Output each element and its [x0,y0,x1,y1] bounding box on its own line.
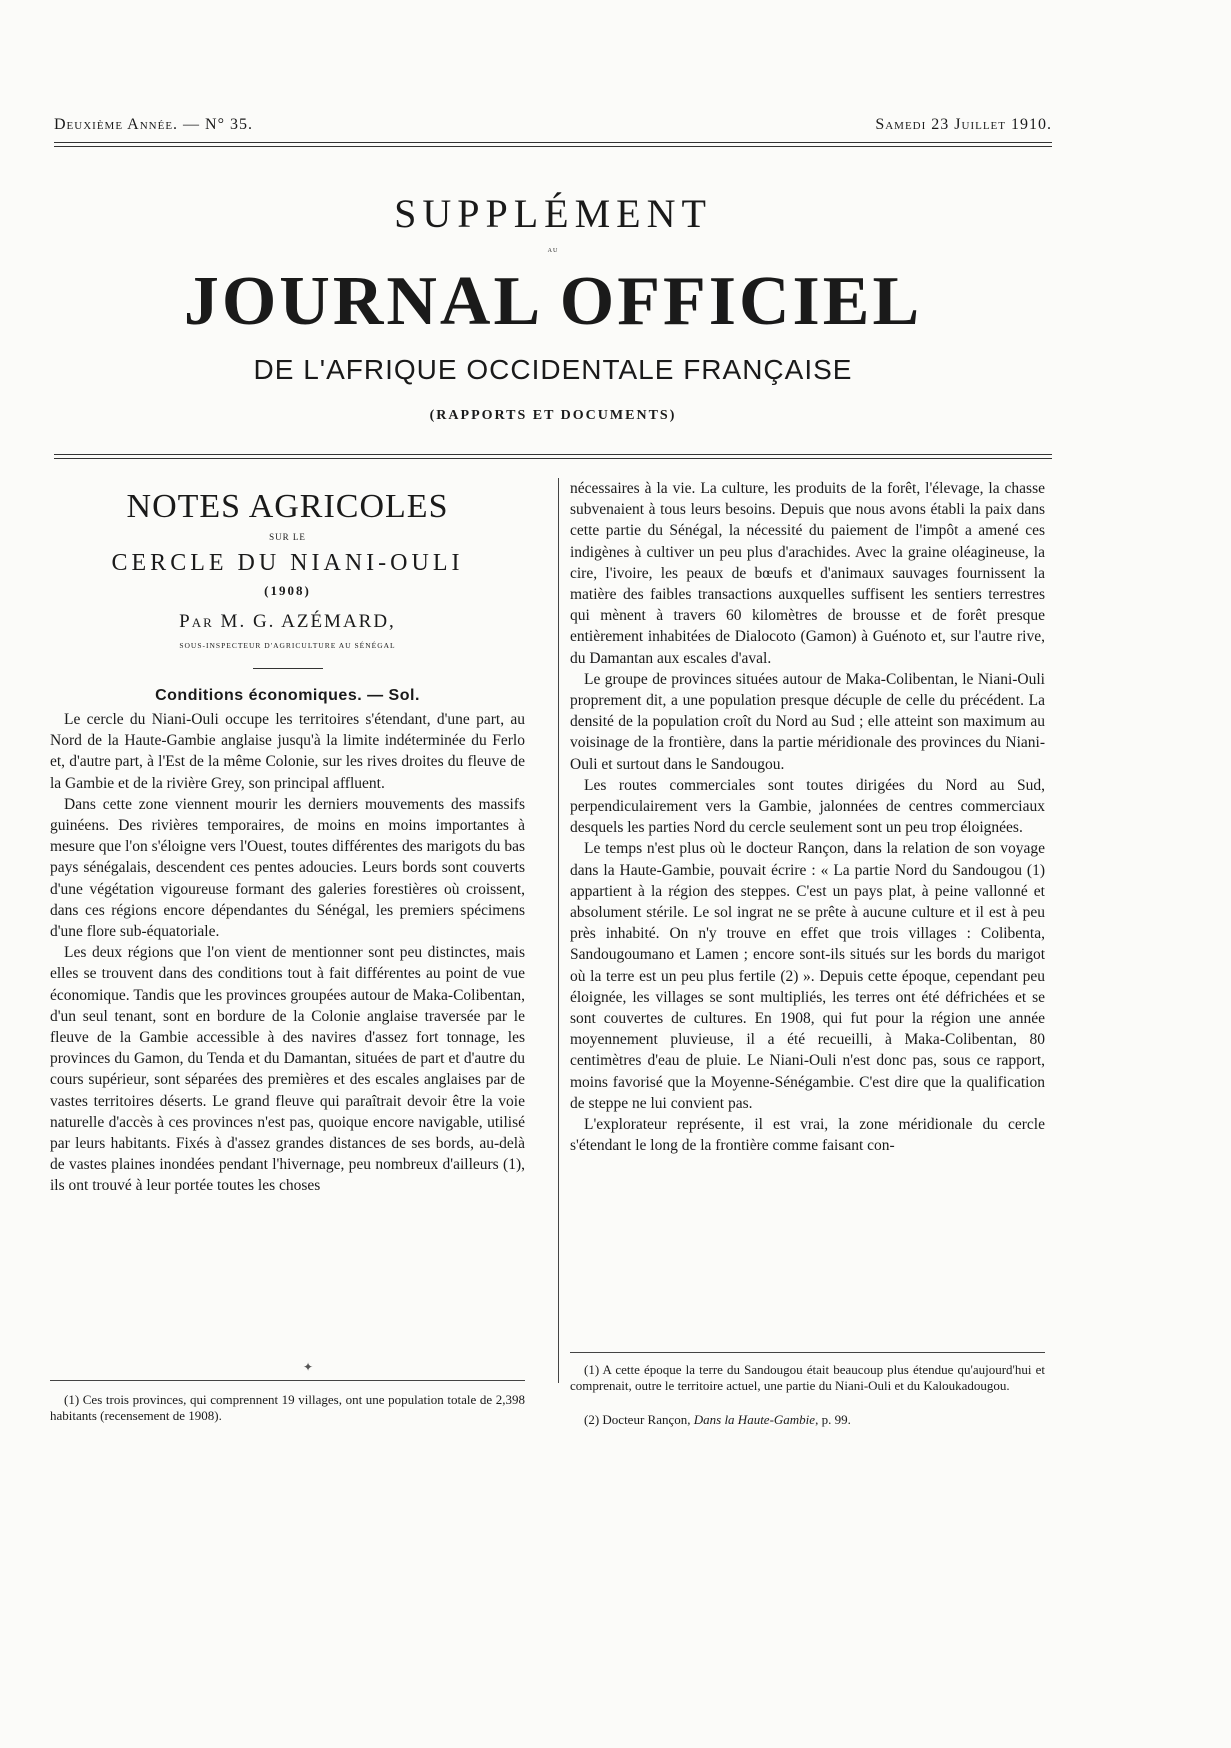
right-column [570,478,1045,1157]
footnote-right-2 [570,1412,1045,1428]
footnote-text: , p. 99. [815,1412,851,1427]
article-author: Par M. G. AZÉMARD, [179,611,396,632]
paragraph: nécessaires à la vie. La culture, les produits de la forêt, l'élevage, la chasse subvenaient à tous leurs besoins. Depuis que nous avons établi la paix dans cette partie du Sénégal, la nécessité du paiement de l'impôt a amené ces indigènes à cultiver un peu plus d'arachides. Avec la graine oléagineuse, la cire, l'ivoire, les peaux de bœufs et d'animaux sauvages fournissent la matière des faibles transactions auxquelles suffisent les sentiers terrestres qui mènent à travers 60 kilomètres de brousse et de forêt presque entièrement inhabitées de Dialocoto (Gamon) à Guénoto et, sur l'autre rive, du Damantan aux escales d'aval. [570,480,1045,667]
masthead-journal-officiel: JOURNAL OFFICIEL [183,263,923,340]
article-author-role: SOUS-INSPECTEUR D'AGRICULTURE AU SÉNÉGAL [179,641,396,650]
paragraph: Le groupe de provinces situées autour de Maka-Colibentan, le Niani-Ouli proprement dit, a une population presque décuple de celle du précédent. La densité de la population croît du Nord au Sud ; elle atteint son maximum au voisinage de la frontière, dans la partie méridionale des provinces du Niani-Ouli et surtout dans le Sandougou. [570,670,1045,773]
footnote-left: (1) Ces trois provinces, qui comprennent 19 villages, ont une population totale de 2,398 habitants (recensement de 1908). [50,1392,525,1423]
printer-mark: ✦ [303,1360,314,1374]
masthead-afrique: DE L'AFRIQUE OCCIDENTALE FRANÇAISE [253,354,853,385]
masthead-rule-double [54,458,1052,459]
column-divider [558,478,559,1383]
header-rule-double [54,146,1052,147]
paragraph: Le temps n'est plus où le docteur Rançon, dans la relation de son voyage dans la Haute-Gambie, pouvait écrire : « La partie Nord du Sandougou (1) appartient à la région des steppes. C'est un pays plat, à peine vallonné et absolument stérile. Le sol ingrat ne se prête à aucune culture et il est à peu près inhabité. On n'y trouve en effet que trois villages : Colibenta, Sandougoumano et Lamen ; encore sont-ils situés sur les bords du marigot où la terre est un peu plus fertile (2) ». Depuis cette époque, cependant peu éloignée, les villages se sont multipliés, les terres ont été défrichées et se sont couvertes de cultures. En 1908, qui fut pour la région une année moyennement pluvieuse, il a été recueilli, à Maka-Colibentan, 80 centimètres d'eau de pluie. Le Niani-Ouli n'est donc pas, sous ce rapport, moins favorisé que la Moyenne-Sénégambie. C'est dire que la qualification de steppe ne lui convient pas. [570,840,1045,1112]
paragraph: Le cercle du Niani-Ouli occupe les territoires s'étendant, d'une part, au Nord de la Haute-Gambie anglaise jusqu'à la limite indéterminée du Ferlo et, d'autre part, à l'Est de la même Colonie, sur les rives droites du fleuve de la Gambie et de la rivière Grey, son principal affluent. [50,711,525,792]
masthead-au: au [547,244,559,254]
paragraph: Les routes commerciales sont toutes dirigées du Nord au Sud, perpendiculairement vers la Gambie, jalonnées de centres commerciaux desquels les parties Nord du cercle seulement sont un peu trop éloignées. [570,776,1045,837]
paragraph: L'explorateur représente, il est vrai, la zone méridionale du cercle s'étendant le long de la frontière comme faisant con- [570,1116,1045,1155]
article-sur: SUR LE [269,532,306,542]
masthead-supplement: SUPPLÉMENT [394,191,712,236]
section-heading: Conditions économiques. — Sol. [155,687,420,704]
issue-number: Deuxième Année. — N° 35. [54,116,253,133]
footnote-rule-left [50,1380,525,1381]
issue-date: Samedi 23 Juillet 1910. [875,116,1052,133]
article-year: (1908) [264,583,311,598]
masthead-rapports: (RAPPORTS ET DOCUMENTS) [429,408,677,423]
footnote-rule-right [570,1352,1045,1353]
title-rule [253,668,323,669]
footnote-text: (2) Docteur Rançon, [584,1412,694,1427]
article-title: NOTES AGRICOLES [126,488,449,525]
header-rule [54,142,1052,143]
article-cercle: CERCLE DU NIANI-OULI [111,550,464,576]
paragraph: Dans cette zone viennent mourir les derniers mouvements des massifs guinéens. Des rivières temporaires, de moins en moins importantes à mesure que l'on s'éloigne vers l'Ouest, toutes différentes des marigots du bas pays sénégalais, descendent ces pentes adoucies. Leurs bords sont couverts d'une végétation vigoureuse formant des galeries forestières où croissent, dans ces régions encore dépendantes du Sénégal, les premiers spécimens d'une flore sub-équatoriale. [50,795,525,941]
paragraph: Les deux régions que l'on vient de mentionner sont peu distinctes, mais elles se trouvent dans des conditions tout à fait différentes au point de vue économique. Tandis que les provinces groupées autour de Maka-Colibentan, d'un seul tenant, sont en bordure de la Colonie anglaise traversée par le fleuve de la Gambie accessible à des navires d'assez fort tonnage, les provinces du Gamon, du Tenda et du Damantan, situées de part et d'autre du cours supérieur, sont séparées des premières et des escales anglaises par de vastes territoires déserts. Le grand fleuve qui paraîtrait devoir être la voie naturelle d'accès à ces provinces n'est pas, quoique encore navigable, utilisé par leurs habitants. Fixés à d'assez grandes distances de ses bords, au-delà de vastes plaines inondées pendant l'hivernage, peu nombreux d'ailleurs (1), ils ont trouvé à leur portée toutes les choses [50,944,525,1195]
left-column [50,478,525,1197]
running-head [54,116,1052,134]
masthead-rule [54,454,1052,455]
footnote-right-1: (1) A cette époque la terre du Sandougou était beaucoup plus étendue qu'aujourd'hui et comprenait, outre le territoire actuel, une partie du Niani-Ouli et du Kaloukadougou. [570,1362,1045,1393]
cited-work-title: Dans la Haute-Gambie [693,1412,816,1427]
